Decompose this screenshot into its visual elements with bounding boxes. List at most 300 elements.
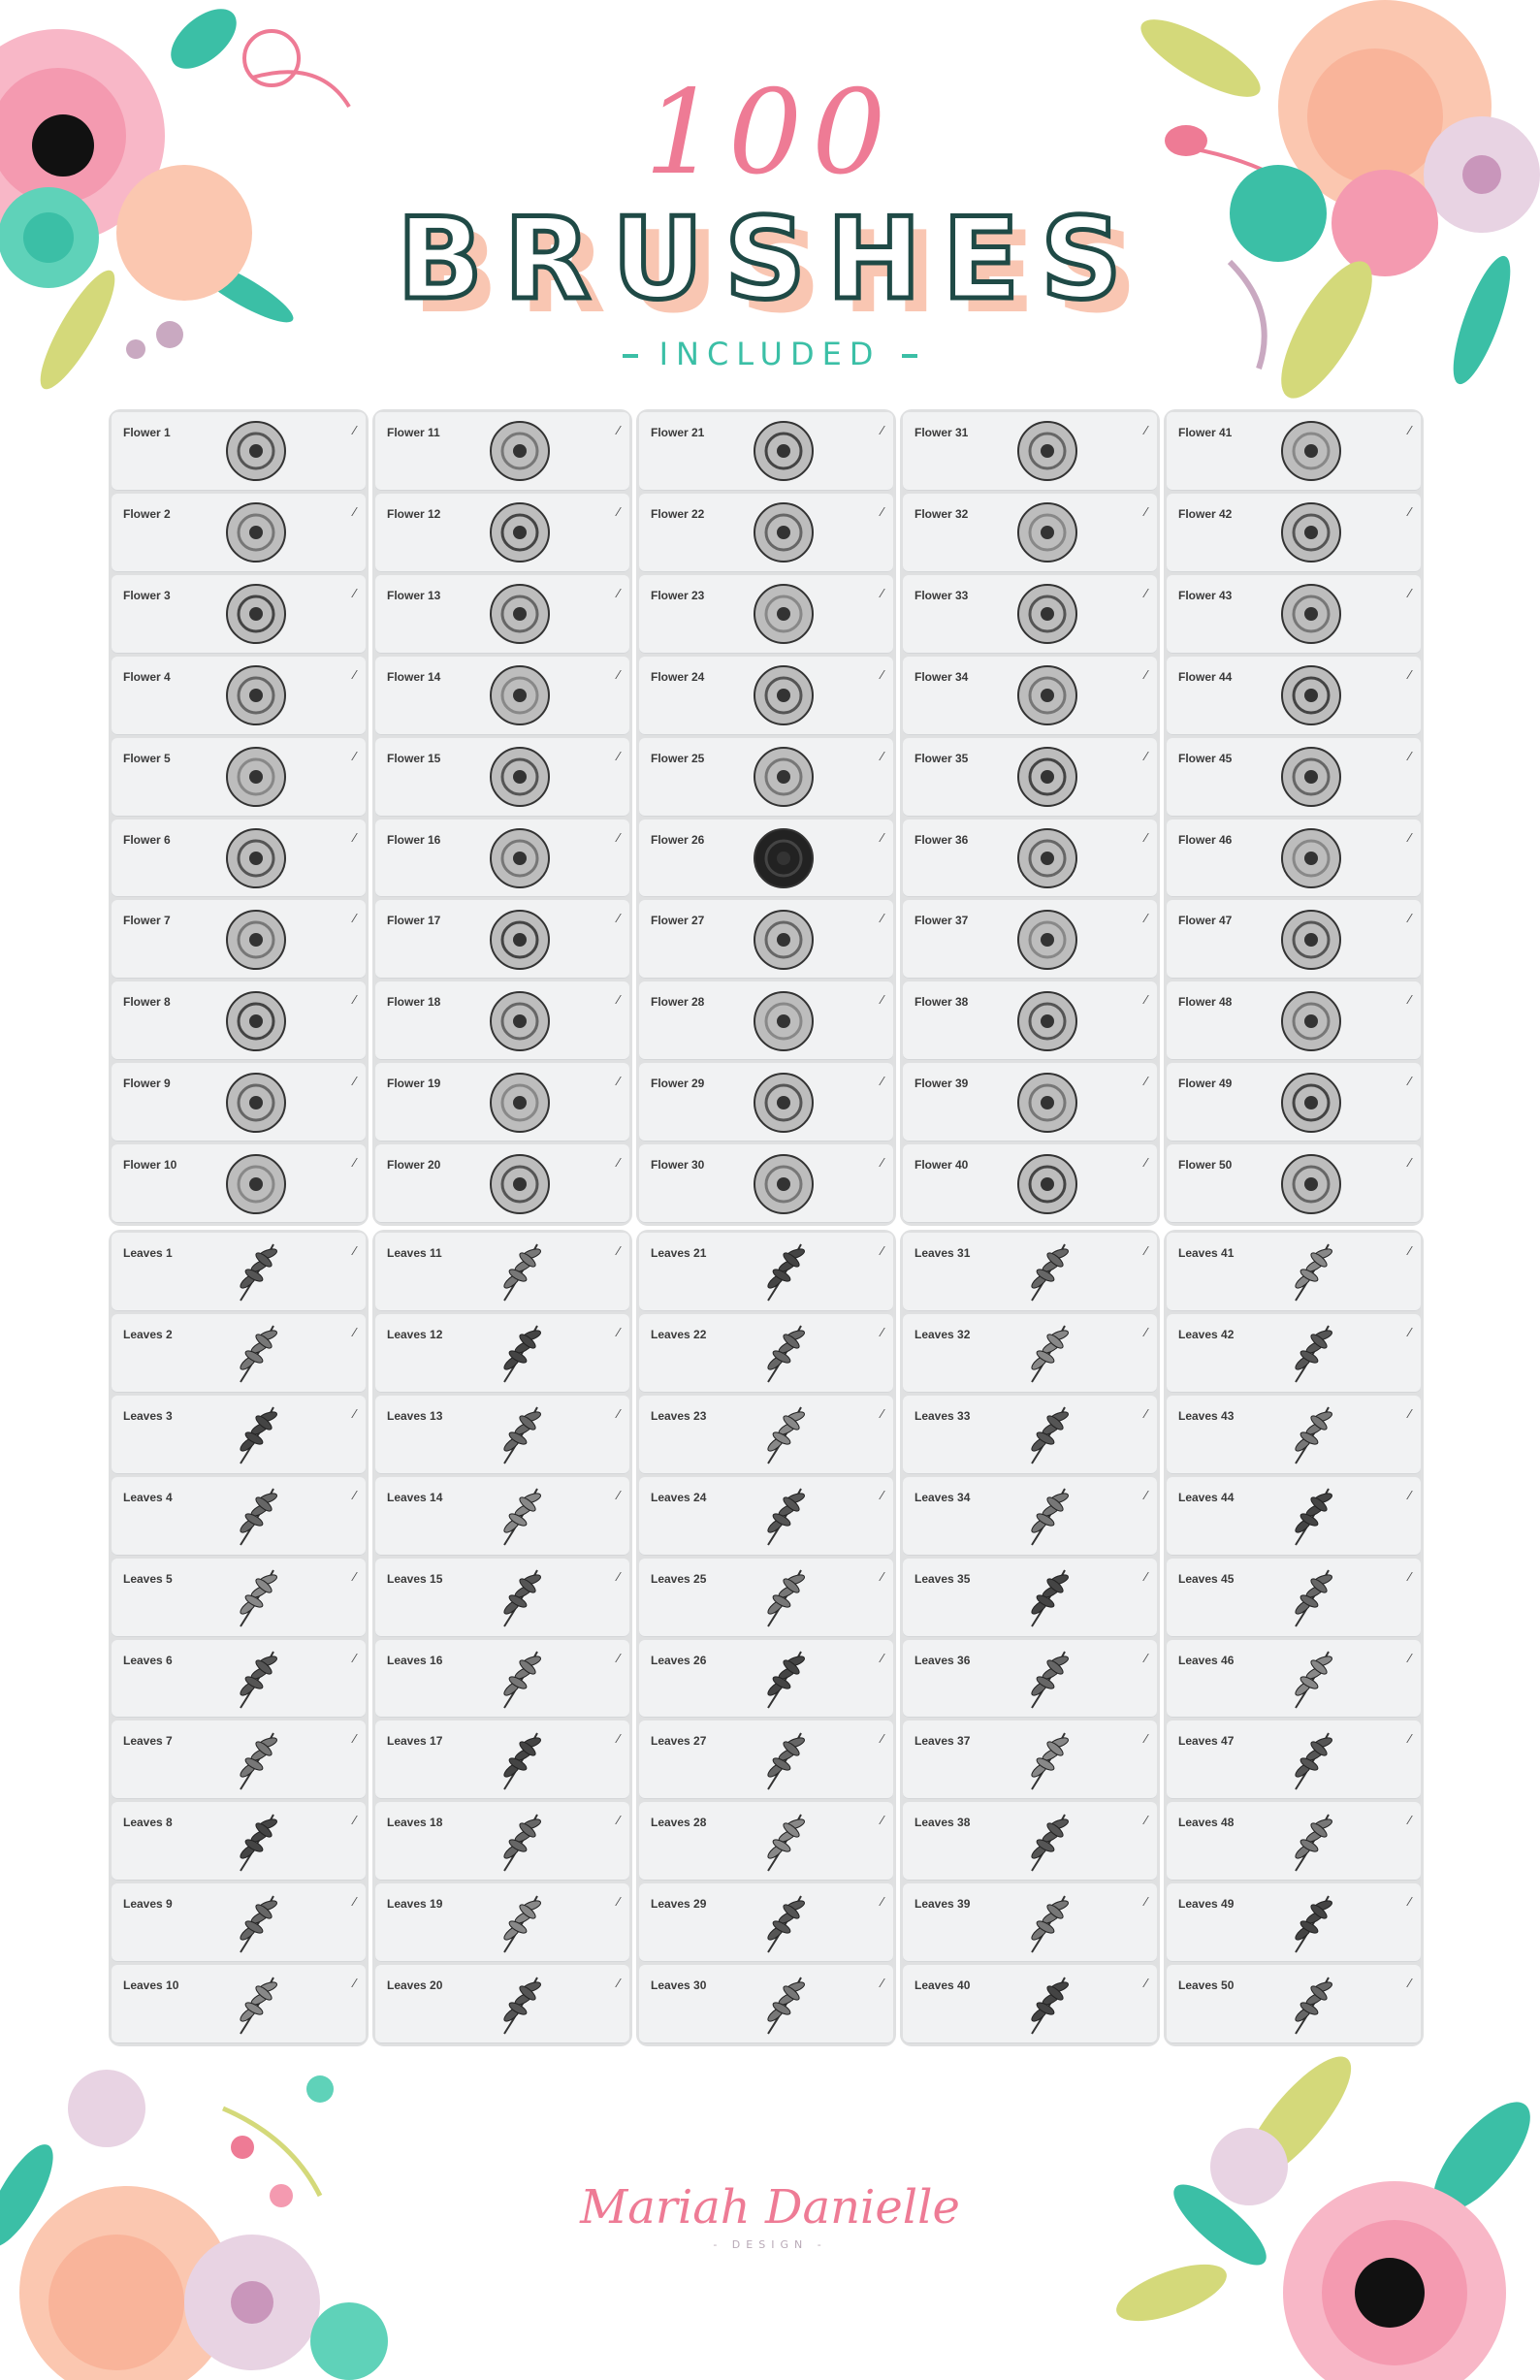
flower-brush-item[interactable] [639,1063,893,1142]
leaves-brush-item[interactable] [375,1965,629,2043]
flower-brush-item[interactable] [903,412,1157,491]
brush-name: Leaves 28 [651,1816,707,1830]
flower-brush-preview-icon [1276,498,1346,567]
leaves-brush-item[interactable] [1167,1802,1421,1881]
flower-brush-item[interactable] [1167,981,1421,1060]
flower-brush-preview-icon [221,742,291,812]
brush-stroke-icon: ∕ [1408,503,1411,519]
brush-name: Leaves 15 [387,1571,443,1586]
leaf-brush-preview-icon [1012,1644,1082,1714]
leaves-brush-item[interactable] [1167,1883,1421,1962]
flower-brush-preview-icon [1012,823,1082,893]
flower-brush-item[interactable] [1167,1063,1421,1142]
brush-name: Flower 15 [387,751,441,765]
leaves-brush-item[interactable] [112,1559,366,1637]
flower-brush-item[interactable] [903,1144,1157,1223]
brush-stroke-icon: ∕ [353,1487,356,1502]
brush-name: Flower 27 [651,914,705,928]
brush-stroke-icon: ∕ [1408,1405,1411,1421]
leaves-brush-item[interactable] [1167,1965,1421,2043]
brush-name: Flower 34 [914,669,969,684]
leaves-brush-item[interactable] [375,1640,629,1719]
leaves-brush-item[interactable] [639,1883,893,1962]
brush-stroke-icon: ∕ [1144,666,1147,682]
leaf-brush-preview-icon [221,1481,291,1551]
brush-name: Leaves 5 [123,1571,173,1586]
flower-brush-item[interactable] [639,412,893,491]
brush-name: Flower 32 [914,506,969,521]
leaves-brush-item[interactable] [903,1477,1157,1556]
leaves-brush-item[interactable] [903,1883,1157,1962]
brush-name: Flower 40 [914,1158,969,1173]
flower-brush-preview-icon [1276,905,1346,975]
flower-brush-preview-icon [221,1068,291,1138]
leaf-brush-preview-icon [221,1725,291,1795]
leaves-brush-item[interactable] [639,1640,893,1719]
brush-stroke-icon: ∕ [617,1487,620,1502]
brush-stroke-icon: ∕ [1144,1976,1147,1991]
brush-stroke-icon: ∕ [1144,1074,1147,1089]
leaf-brush-preview-icon [749,1725,818,1795]
brush-stroke-icon: ∕ [1144,1324,1147,1339]
flower-brush-item[interactable] [375,820,629,898]
logo-sub: - DESIGN - [713,2238,827,2251]
flower-brush-preview-icon [221,823,291,893]
brush-stroke-icon: ∕ [881,1405,883,1421]
brush-stroke-icon: ∕ [1144,1731,1147,1747]
brush-name: Leaves 10 [123,1978,179,1993]
brush-name: Flower 7 [123,914,171,928]
brush-name: Leaves 36 [914,1653,971,1667]
leaves-brush-item[interactable] [639,1233,893,1311]
brush-stroke-icon: ∕ [1144,829,1147,845]
brush-name: Flower 31 [914,426,969,439]
flower-brush-item[interactable] [1167,494,1421,572]
leaf-brush-preview-icon [749,1807,818,1877]
brush-name: Leaves 46 [1178,1653,1235,1667]
brush-name: Leaves 39 [914,1897,971,1912]
brush-name: Flower 17 [387,914,441,928]
leaves-brush-item[interactable] [639,1559,893,1637]
leaf-brush-preview-icon [221,1318,291,1388]
brush-stroke-icon: ∕ [617,1731,620,1747]
brush-stroke-icon: ∕ [1144,1813,1147,1828]
flower-brush-column [1164,409,1424,1226]
brush-stroke-icon: ∕ [1408,1813,1411,1828]
flower-brush-item[interactable] [375,1063,629,1142]
brush-stroke-icon: ∕ [881,1074,883,1089]
brush-name: Flower 12 [387,506,441,521]
flower-brush-preview-icon [1276,416,1346,486]
brush-name: Flower 39 [914,1077,969,1091]
leaf-brush-preview-icon [749,1399,818,1469]
brush-name: Flower 47 [1178,914,1233,928]
brush-stroke-icon: ∕ [353,992,356,1008]
flower-brush-item[interactable] [639,575,893,654]
leaf-brush-preview-icon [1276,1562,1346,1632]
flower-brush-item[interactable] [112,575,366,654]
brush-name: Leaves 42 [1178,1327,1235,1341]
leaves-brush-item[interactable] [639,1721,893,1799]
leaves-brush-item[interactable] [375,1396,629,1474]
brush-name: Leaves 27 [651,1734,707,1749]
flower-brush-item[interactable] [112,738,366,817]
flower-brush-preview-icon [1276,1149,1346,1219]
logo-name: Mariah Danielle [580,2180,960,2235]
brush-name: Leaves 21 [651,1246,707,1260]
leaves-brush-column [372,1230,632,2046]
flower-brush-item[interactable] [112,981,366,1060]
brush-stroke-icon: ∕ [881,666,883,682]
leaves-brush-item[interactable] [1167,1721,1421,1799]
leaves-brush-item[interactable] [112,1802,366,1881]
brush-name: Flower 37 [914,914,969,928]
brush-name: Flower 2 [123,506,171,521]
brush-name: Leaves 2 [123,1327,173,1341]
leaves-brush-item[interactable] [903,1559,1157,1637]
brush-name: Flower 43 [1178,588,1233,602]
leaf-brush-preview-icon [221,1970,291,2040]
flower-brush-item[interactable] [639,494,893,572]
flower-brush-preview-icon [485,416,555,486]
flower-brush-item[interactable] [639,657,893,735]
brush-library-grid [109,409,1431,2046]
brush-name: Leaves 35 [914,1571,971,1586]
brush-stroke-icon: ∕ [353,666,356,682]
brush-name: Leaves 40 [914,1978,971,1993]
brush-stroke-icon: ∕ [617,1405,620,1421]
brush-name: Leaves 8 [123,1816,173,1830]
leaves-brush-item[interactable] [112,1640,366,1719]
flower-brush-item[interactable] [375,412,629,491]
brush-stroke-icon: ∕ [353,1731,356,1747]
leaves-brush-item[interactable] [639,1396,893,1474]
leaves-brush-item[interactable] [639,1965,893,2043]
leaves-brush-item[interactable] [112,1314,366,1393]
flower-brush-item[interactable] [375,981,629,1060]
leaves-brush-item[interactable] [639,1802,893,1881]
brush-stroke-icon: ∕ [881,1894,883,1910]
flower-brush-item[interactable] [903,900,1157,979]
leaves-brush-item[interactable] [112,1883,366,1962]
brush-stroke-icon: ∕ [353,1650,356,1665]
brush-stroke-icon: ∕ [353,503,356,519]
leaf-brush-preview-icon [1012,1888,1082,1958]
flower-brush-preview-icon [749,498,818,567]
leaf-brush-preview-icon [1012,1562,1082,1632]
leaves-brush-item[interactable] [375,1559,629,1637]
brush-stroke-icon: ∕ [1408,1324,1411,1339]
flower-brush-item[interactable] [639,738,893,817]
leaves-brush-item[interactable] [903,1314,1157,1393]
brush-stroke-icon: ∕ [617,911,620,926]
brush-stroke-icon: ∕ [1408,1074,1411,1089]
brush-stroke-icon: ∕ [1408,1568,1411,1584]
brush-count-heading: 100 [644,66,896,201]
brush-name: Leaves 37 [914,1734,971,1749]
leaves-brush-item[interactable] [903,1965,1157,2043]
brush-name: Flower 41 [1178,426,1233,439]
flower-brush-item[interactable] [903,1063,1157,1142]
brush-stroke-icon: ∕ [1408,1243,1411,1258]
leaf-brush-preview-icon [1012,1725,1082,1795]
leaves-brush-item[interactable] [375,1802,629,1881]
flower-brush-item[interactable] [1167,738,1421,817]
leaf-brush-preview-icon [485,1562,555,1632]
flower-brush-preview-icon [485,1068,555,1138]
brush-name: Flower 21 [651,426,705,439]
brush-name: Flower 48 [1178,995,1233,1010]
flower-brush-item[interactable] [903,981,1157,1060]
brush-stroke-icon: ∕ [353,748,356,763]
flower-brush-item[interactable] [903,575,1157,654]
leaves-brush-column [1164,1230,1424,2046]
brush-name: Leaves 17 [387,1734,443,1749]
brush-stroke-icon: ∕ [353,1243,356,1258]
brush-stroke-icon: ∕ [1144,1155,1147,1171]
brush-name: Flower 23 [651,588,705,602]
flower-brush-item[interactable] [112,494,366,572]
flower-brush-preview-icon [485,498,555,567]
brush-stroke-icon: ∕ [617,748,620,763]
flower-brush-item[interactable] [375,494,629,572]
leaf-brush-preview-icon [1012,1481,1082,1551]
brush-name: Flower 22 [651,506,705,521]
brush-stroke-icon: ∕ [1144,748,1147,763]
flower-brush-item[interactable] [112,1063,366,1142]
brush-name: Flower 30 [651,1158,705,1173]
brush-stroke-icon: ∕ [881,829,883,845]
leaves-brush-item[interactable] [1167,1640,1421,1719]
leaves-brush-item[interactable] [375,1883,629,1962]
flower-brush-preview-icon [485,742,555,812]
flower-brush-item[interactable] [639,900,893,979]
leaves-brush-column [109,1230,369,2046]
brush-name: Flower 6 [123,832,171,847]
leaf-brush-preview-icon [221,1644,291,1714]
flower-brush-preview-icon [485,579,555,649]
brush-stroke-icon: ∕ [1408,1155,1411,1171]
flower-brush-preview-icon [749,416,818,486]
flower-brush-preview-icon [221,498,291,567]
leaves-brush-item[interactable] [1167,1559,1421,1637]
flower-brush-preview-icon [485,905,555,975]
flower-brush-item[interactable] [1167,820,1421,898]
brush-name: Flower 46 [1178,832,1233,847]
brush-stroke-icon: ∕ [353,1405,356,1421]
brush-name: Flower 36 [914,832,969,847]
leaves-brush-item[interactable] [903,1396,1157,1474]
leaves-brush-item[interactable] [112,1396,366,1474]
flower-brush-preview-icon [1276,742,1346,812]
brush-name: Flower 19 [387,1077,441,1091]
brush-name: Leaves 48 [1178,1816,1235,1830]
flower-brush-preview-icon [749,1068,818,1138]
flower-brush-item[interactable] [375,575,629,654]
brush-stroke-icon: ∕ [617,1243,620,1258]
brush-stroke-icon: ∕ [1144,1894,1147,1910]
brush-name: Flower 20 [387,1158,441,1173]
brush-stroke-icon: ∕ [881,1731,883,1747]
brush-name: Flower 38 [914,995,969,1010]
leaf-brush-preview-icon [221,1399,291,1469]
flower-brush-item[interactable] [375,738,629,817]
leaves-brush-item[interactable] [1167,1314,1421,1393]
flower-brush-preview-icon [749,905,818,975]
flower-brush-preview-icon [749,1149,818,1219]
leaf-brush-preview-icon [1276,1237,1346,1306]
brush-stroke-icon: ∕ [1408,992,1411,1008]
flower-brush-preview-icon [1012,986,1082,1056]
leaf-brush-preview-icon [1276,1807,1346,1877]
leaves-brush-item[interactable] [375,1477,629,1556]
leaves-brush-item[interactable] [112,1965,366,2043]
leaves-brush-item[interactable] [112,1477,366,1556]
brush-stroke-icon: ∕ [1408,585,1411,600]
flower-brush-preview-icon [221,579,291,649]
brush-name: Flower 14 [387,669,441,684]
leaves-brush-column [636,1230,896,2046]
included-text: INCLUDED [658,336,882,372]
brush-name: Leaves 20 [387,1978,443,1993]
brush-name: Flower 9 [123,1077,171,1091]
brush-name: Leaves 34 [914,1490,971,1504]
brush-name: Leaves 45 [1178,1571,1235,1586]
brush-name: Leaves 14 [387,1490,443,1504]
brush-stroke-icon: ∕ [881,1568,883,1584]
leaves-brush-item[interactable] [639,1314,893,1393]
brush-stroke-icon: ∕ [1144,911,1147,926]
leaves-brush-item[interactable] [112,1233,366,1311]
flower-brush-preview-icon [1012,498,1082,567]
leaves-brush-item[interactable] [639,1477,893,1556]
flower-brush-item[interactable] [1167,1144,1421,1223]
leaves-brush-item[interactable] [903,1802,1157,1881]
brush-stroke-icon: ∕ [617,1813,620,1828]
leaf-brush-preview-icon [749,1970,818,2040]
leaf-brush-preview-icon [1276,1399,1346,1469]
flower-brush-item[interactable] [639,1144,893,1223]
brush-name: Leaves 1 [123,1246,173,1260]
brush-name: Leaves 44 [1178,1490,1235,1504]
flower-brush-item[interactable] [903,820,1157,898]
brush-stroke-icon: ∕ [1408,829,1411,845]
brush-name: Leaves 23 [651,1408,707,1423]
flower-brush-column [900,409,1160,1226]
leaf-brush-preview-icon [1012,1237,1082,1306]
brush-stroke-icon: ∕ [353,1976,356,1991]
flower-brush-item[interactable] [1167,412,1421,491]
brush-name: Leaves 9 [123,1897,173,1912]
brush-stroke-icon: ∕ [617,992,620,1008]
brush-stroke-icon: ∕ [1408,911,1411,926]
leaf-brush-preview-icon [485,1644,555,1714]
brush-stroke-icon: ∕ [881,503,883,519]
brush-stroke-icon: ∕ [353,1568,356,1584]
flower-brush-item[interactable] [375,1144,629,1223]
flower-brush-column [372,409,632,1226]
flower-brush-item[interactable] [903,494,1157,572]
leaves-brush-item[interactable] [375,1314,629,1393]
brush-name: Leaves 7 [123,1734,173,1749]
brush-name: Leaves 13 [387,1408,443,1423]
flower-brush-item[interactable] [112,657,366,735]
flower-brush-item[interactable] [112,1144,366,1223]
flower-brush-item[interactable] [375,657,629,735]
brush-stroke-icon: ∕ [1144,1568,1147,1584]
leaves-brush-item[interactable] [903,1721,1157,1799]
designer-logo [0,2180,1540,2251]
flower-brush-column [636,409,896,1226]
brush-stroke-icon: ∕ [881,911,883,926]
brush-name: Leaves 47 [1178,1734,1235,1749]
brush-name: Flower 49 [1178,1077,1233,1091]
brush-name: Leaves 30 [651,1978,707,1993]
brush-stroke-icon: ∕ [617,666,620,682]
leaves-brush-item[interactable] [1167,1396,1421,1474]
leaves-brush-item[interactable] [903,1233,1157,1311]
flower-brush-item[interactable] [639,820,893,898]
flower-brush-preview-icon [1276,660,1346,730]
brush-name: Flower 44 [1178,669,1233,684]
flower-brush-item[interactable] [375,900,629,979]
brush-name: Leaves 50 [1178,1978,1235,1993]
leaf-brush-preview-icon [1012,1807,1082,1877]
flower-brush-item[interactable] [112,820,366,898]
brush-name: Flower 11 [387,426,440,439]
brush-name: Flower 18 [387,995,441,1010]
flower-brush-preview-icon [1012,1068,1082,1138]
flower-brush-item[interactable] [112,412,366,491]
leaf-brush-preview-icon [1012,1399,1082,1469]
leaves-brush-item[interactable] [375,1721,629,1799]
flower-brush-item[interactable] [639,981,893,1060]
leaves-brush-item[interactable] [375,1233,629,1311]
brush-name: Flower 29 [651,1077,705,1091]
leaf-brush-preview-icon [1276,1481,1346,1551]
flower-brush-item[interactable] [1167,657,1421,735]
brush-stroke-icon: ∕ [881,1813,883,1828]
flower-brush-item[interactable] [1167,575,1421,654]
brush-stroke-icon: ∕ [1144,503,1147,519]
flower-brush-item[interactable] [1167,900,1421,979]
brush-stroke-icon: ∕ [353,1074,356,1089]
brush-name: Leaves 16 [387,1653,443,1667]
brush-name: Flower 24 [651,669,705,684]
leaves-brush-item[interactable] [1167,1477,1421,1556]
brush-name: Leaves 18 [387,1816,443,1830]
leaf-brush-preview-icon [485,1807,555,1877]
brush-name: Leaves 29 [651,1897,707,1912]
flower-brush-preview-icon [1012,660,1082,730]
leaves-brush-item[interactable] [1167,1233,1421,1311]
leaf-brush-preview-icon [749,1644,818,1714]
leaves-brush-item[interactable] [112,1721,366,1799]
flower-brush-item[interactable] [903,738,1157,817]
brush-stroke-icon: ∕ [353,1324,356,1339]
brush-stroke-icon: ∕ [353,829,356,845]
flower-brush-preview-icon [485,1149,555,1219]
leaves-brush-item[interactable] [903,1640,1157,1719]
brush-stroke-icon: ∕ [617,1650,620,1665]
brush-stroke-icon: ∕ [1408,1731,1411,1747]
brush-stroke-icon: ∕ [617,1568,620,1584]
flower-brush-item[interactable] [903,657,1157,735]
flower-brush-preview-icon [749,742,818,812]
flower-brush-item[interactable] [112,900,366,979]
brush-name: Leaves 43 [1178,1408,1235,1423]
flower-brush-preview-icon [221,1149,291,1219]
